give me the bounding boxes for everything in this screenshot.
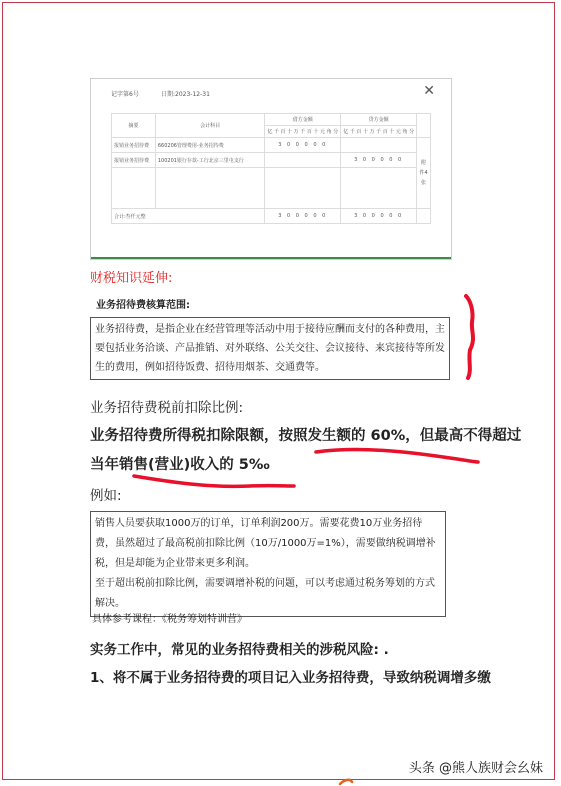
example-label: 例如: (90, 488, 122, 504)
risk-item: 1、将不属于业务招待费的项目记入业务招待费，导致纳税调增多缴 (90, 670, 491, 686)
scope-body: 业务招待费，是指企业在经营管理等活动中用于接待应酬而支付的各种费用，主要包括业务洽谈、产品推销、对外联络、公关交往、会议接待、来宾接待等所发生的费用，例如招待饭费、招待用烟茶、交通费等。 (90, 317, 450, 380)
example-paragraph: 销售人员要获取1000万的订单，订单利润200万。需要花费10万业务招待费，虽然超过了最高税前扣除比例（10万/1000万=1%），需要做纳税调增补税，但是却能为企业带来更多利润。 (95, 518, 436, 569)
deduction-line1: 业务招待费所得税扣除限额，按照发生额的 60%，但最高不得超过 (90, 428, 522, 444)
bottom-mark (340, 780, 352, 784)
footer-watermark: 头条 @熊人族财会幺妹 (408, 761, 543, 776)
close-icon[interactable]: ✕ (423, 83, 435, 99)
row-credit: 3 0 0 0 0 0 (341, 153, 417, 168)
total-debit: 3 0 0 0 0 0 (265, 209, 341, 224)
underline-5 (134, 476, 294, 486)
deduction-title: 业务招待费税前扣除比例: (90, 400, 244, 416)
credit-units: 亿 千 百 十 万 千 百 十 元 角 分 (341, 126, 417, 138)
bracket-scribble (466, 296, 473, 378)
attach-count: 附件4张 (417, 138, 431, 209)
summary-header: 摘要 (112, 114, 156, 138)
row-debit: 3 0 0 0 0 0 (265, 138, 341, 153)
voucher-date: 日期:2023-12-31 (161, 91, 210, 98)
scope-heading: 业务招待费核算范围: (96, 300, 190, 311)
debit-header: 借方金额 (265, 114, 341, 126)
total-label: 合计:叁仟元整 (112, 209, 265, 224)
row-account: 100201银行存款-工行北京三里屯支行 (155, 153, 264, 168)
total-credit: 3 0 0 0 0 0 (341, 209, 417, 224)
course-reference: 具体参考课程：《税务筹划特训营》 (92, 614, 247, 625)
credit-header: 贷方金额 (341, 114, 417, 126)
row-summary: 报销业务招待费 (112, 138, 156, 153)
risk-title: 实务工作中，常见的业务招待费相关的涉税风险: . (90, 642, 389, 658)
debit-units: 亿 千 百 十 万 千 百 十 元 角 分 (265, 126, 341, 138)
voucher-number: 记字第6号 (111, 91, 139, 98)
deduction-line2: 当年销售(营业)收入的 5‰ (90, 457, 270, 473)
row-account: 660206管理费用-业务招待费 (155, 138, 264, 153)
underline-60 (316, 450, 478, 462)
row-summary: 报销业务招待费 (112, 153, 156, 168)
example-paragraph: 至于超出税前扣除比例，需要调增补税的问题，可以考虑通过税务筹划的方式解决。 (95, 578, 435, 609)
section-title: 财税知识延伸: (90, 271, 173, 286)
account-header: 会计科目 (155, 114, 264, 138)
